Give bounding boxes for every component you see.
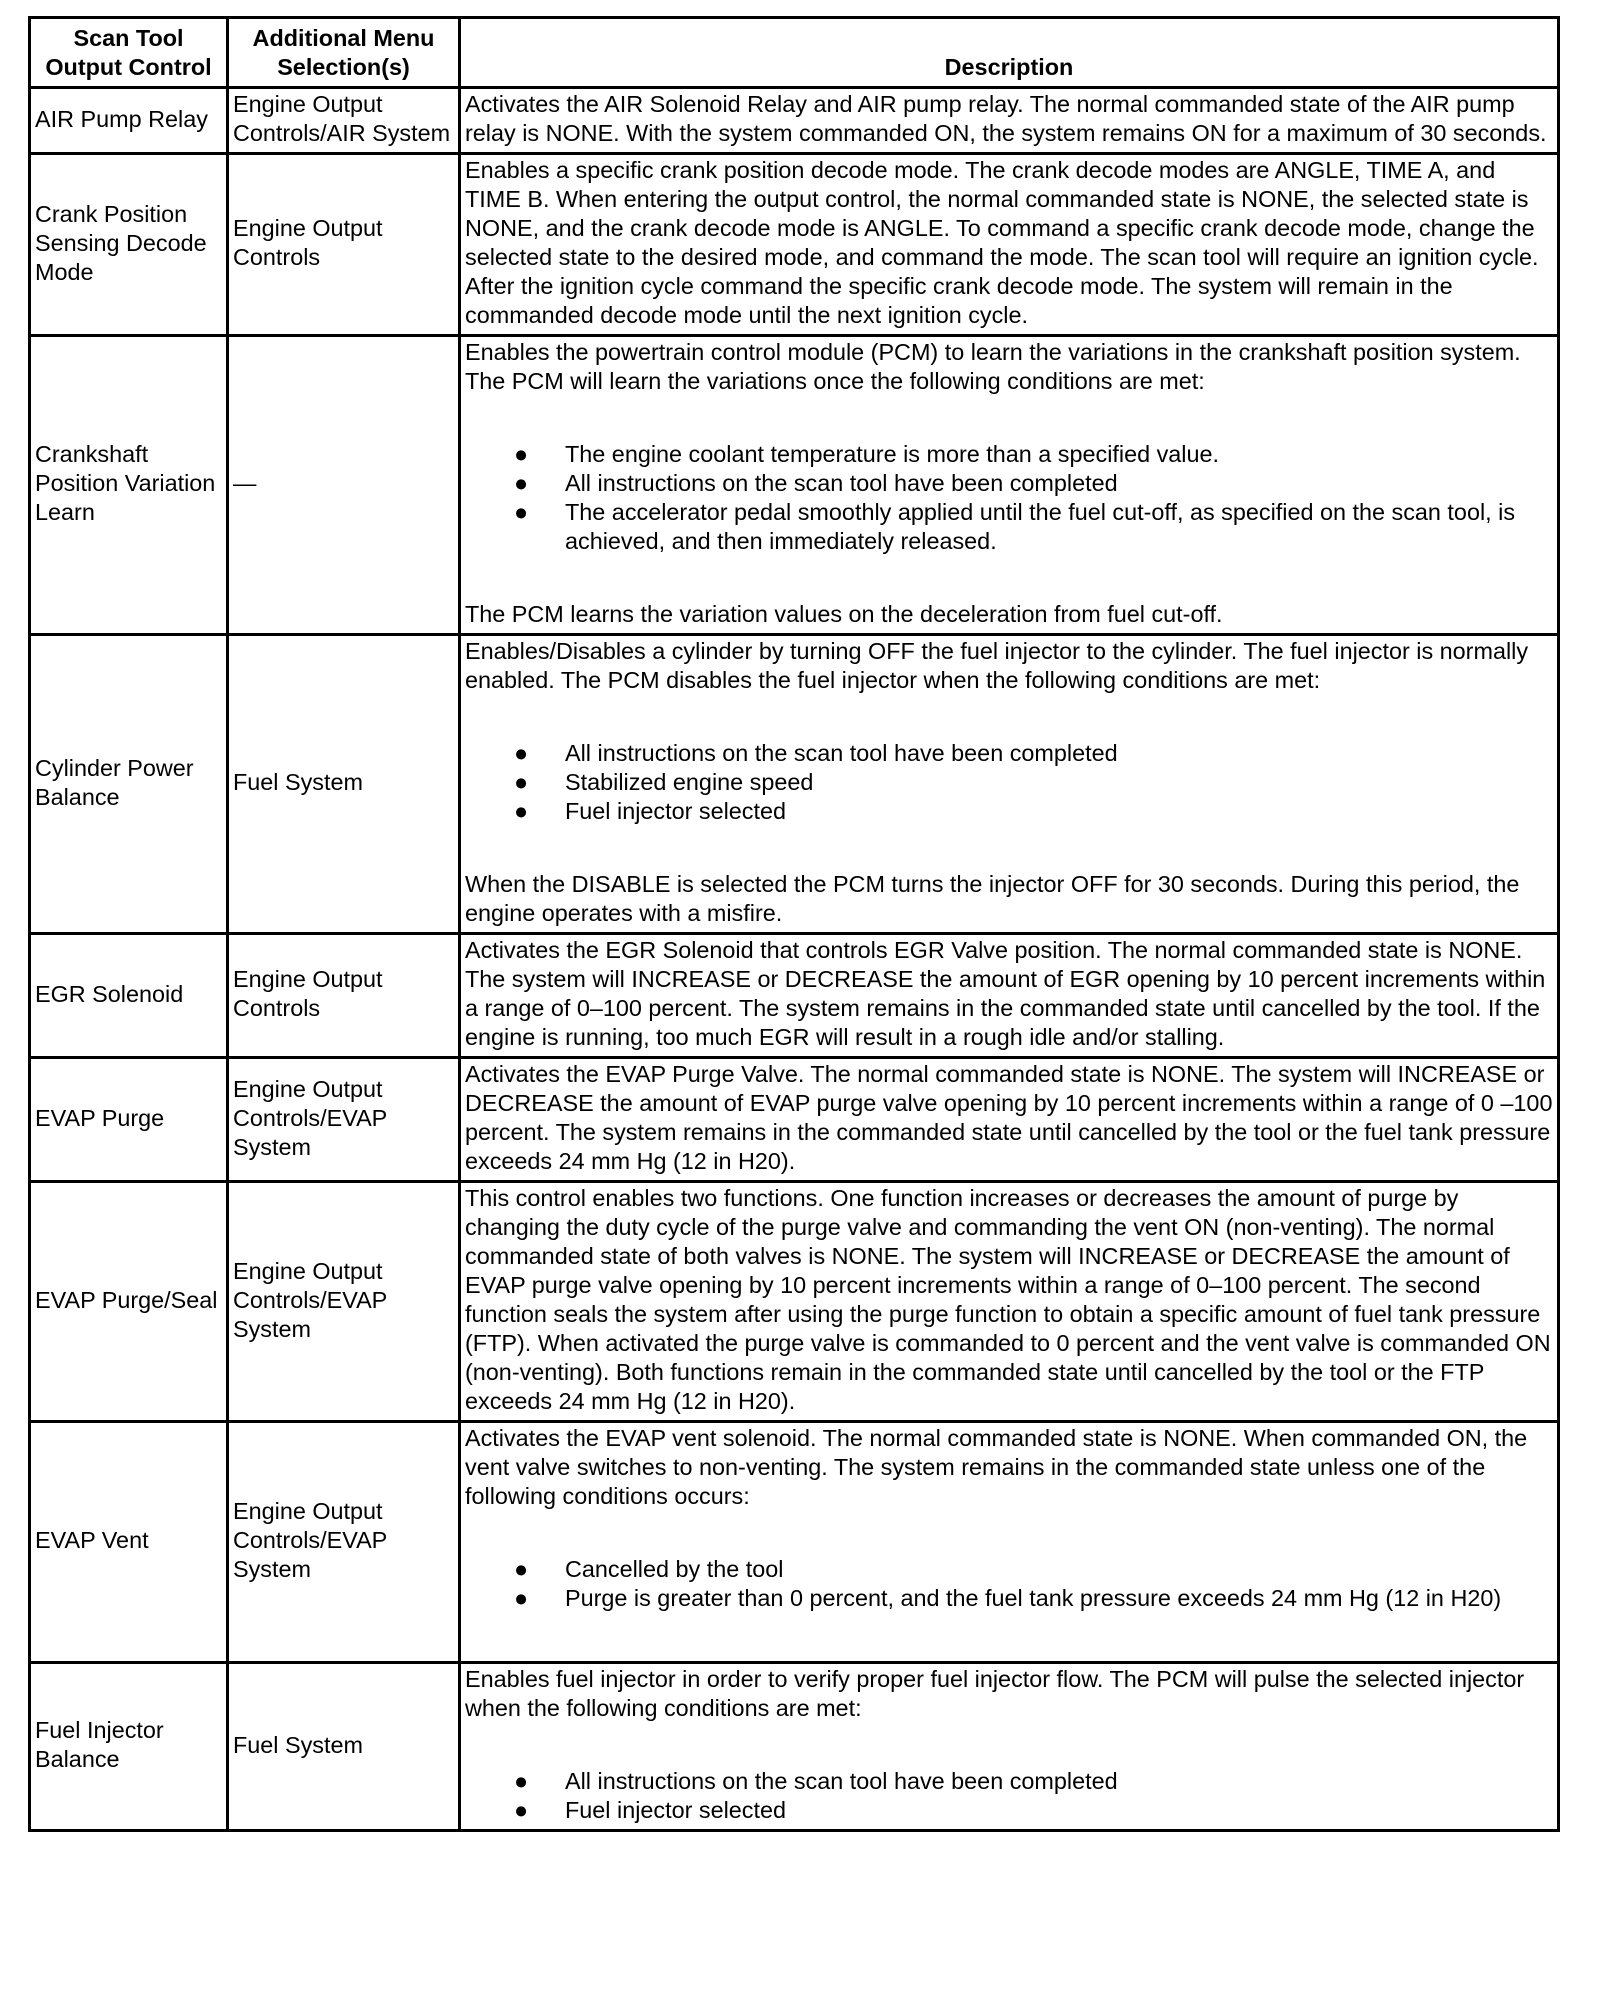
control-name: EVAP Purge/Seal xyxy=(30,1182,228,1422)
table-row xyxy=(30,336,1559,635)
list-item: ● Fuel injector selected xyxy=(514,798,787,824)
condition-list xyxy=(465,1767,1554,1825)
bullet-icon: ● xyxy=(514,1556,529,1582)
control-name: Crankshaft Position Variation Learn xyxy=(30,336,228,635)
bullet-icon: ● xyxy=(514,499,529,525)
bullet-icon: ● xyxy=(514,1768,529,1794)
table-row xyxy=(30,1058,1559,1182)
control-name: EVAP Purge xyxy=(30,1058,228,1182)
description xyxy=(460,88,1559,154)
table-row xyxy=(30,1663,1559,1831)
control-name: Fuel Injector Balance xyxy=(30,1663,228,1831)
list-item: ● All instructions on the scan tool have been completed xyxy=(514,470,1118,496)
header-description: Description xyxy=(460,18,1559,88)
description-text: Enables the powertrain control module (PCM) to learn the variations in the crankshaft position system. The PCM will learn the variations once the following conditions are met: xyxy=(465,339,1521,394)
description-text: Activates the EVAP vent solenoid. The normal commanded state is NONE. When commanded ON, the vent valve switches to non-venting. The system remains in the commanded state unless one of the following conditions occurs: xyxy=(465,1425,1528,1509)
menu-selection: Engine Output Controls/EVAP System xyxy=(228,1422,460,1663)
bullet-icon: ● xyxy=(514,441,529,467)
list-item: ● Purge is greater than 0 percent, and the fuel tank pressure exceeds 24 mm Hg (12 in H20) xyxy=(514,1585,1502,1611)
description-text: Activates the EGR Solenoid that controls EGR Valve position. The normal commanded state is NONE. The system will INCREASE or DECREASE the amount of EGR opening by 10 percent increments within a range of 0–100 percent. The system remains in the commanded state until cancelled by the tool. If the engine is running, too much EGR will result in a rough idle and/or stalling. xyxy=(465,937,1546,1050)
description-note: The PCM learns the variation values on the deceleration from fuel cut-off. xyxy=(465,601,1223,627)
description xyxy=(460,1182,1559,1422)
bullet-icon: ● xyxy=(514,769,529,795)
table-row xyxy=(30,154,1559,336)
menu-selection: Engine Output Controls/AIR System xyxy=(228,88,460,154)
condition-list xyxy=(465,440,1554,556)
header-additional-menu-selections: Additional Menu Selection(s) xyxy=(228,18,460,88)
description xyxy=(460,1663,1559,1831)
description xyxy=(460,1422,1559,1663)
scan-tool-output-controls-table xyxy=(28,16,1560,1832)
header-scan-tool-output-control: Scan Tool Output Control xyxy=(30,18,228,88)
table-row xyxy=(30,1182,1559,1422)
control-name: EGR Solenoid xyxy=(30,934,228,1058)
description xyxy=(460,1058,1559,1182)
condition-list xyxy=(465,1555,1554,1613)
description xyxy=(460,154,1559,336)
list-item: ● All instructions on the scan tool have been completed xyxy=(514,1768,1118,1794)
bullet-icon: ● xyxy=(514,740,529,766)
description-text: Enables fuel injector in order to verify proper fuel injector flow. The PCM will pulse the selected injector when the following conditions are met: xyxy=(465,1666,1525,1721)
menu-selection: Engine Output Controls xyxy=(228,154,460,336)
bullet-icon: ● xyxy=(514,798,529,824)
table-row xyxy=(30,1422,1559,1663)
bullet-icon: ● xyxy=(514,1585,529,1611)
control-name: AIR Pump Relay xyxy=(30,88,228,154)
description-text: Activates the AIR Solenoid Relay and AIR pump relay. The normal commanded state of the AIR pump relay is NONE. With the system commanded ON, the system remains ON for a maximum of 30 seconds. xyxy=(465,91,1547,146)
description-text: Activates the EVAP Purge Valve. The normal commanded state is NONE. The system will INCREASE or DECREASE the amount of EVAP purge valve opening by 10 percent increments within a range of 0 –100 percent. The system remains in the commanded state until cancelled by the tool or the fuel tank pressure exceeds 24 mm Hg (12 in H20). xyxy=(465,1061,1553,1174)
menu-selection: Engine Output Controls/EVAP System xyxy=(228,1182,460,1422)
table-row xyxy=(30,635,1559,934)
description xyxy=(460,336,1559,635)
condition-list xyxy=(465,739,1554,826)
description-text: Enables a specific crank position decode mode. The crank decode modes are ANGLE, TIME A, and TIME B. When entering the output control, the normal commanded state is NONE, the selected state is NONE, and the crank decode mode is ANGLE. To command a specific crank decode mode, change the selected state to the desired mode, and command the mode. The scan tool will require an ignition cycle. After the ignition cycle command the specific crank decode mode. The system will remain in the commanded decode mode until the next ignition cycle. xyxy=(465,157,1539,328)
control-name: Cylinder Power Balance xyxy=(30,635,228,934)
control-name: EVAP Vent xyxy=(30,1422,228,1663)
bullet-icon: ● xyxy=(514,470,529,496)
menu-selection: Fuel System xyxy=(228,1663,460,1831)
description xyxy=(460,635,1559,934)
list-item: ● Stabilized engine speed xyxy=(514,769,814,795)
description-text: This control enables two functions. One function increases or decreases the amount of purge by changing the duty cycle of the purge valve and commanding the vent ON (non-venting). The normal commanded state of both valves is NONE. The system will INCREASE or DECREASE the amount of EVAP purge valve opening by 10 percent increments within a range of 0–100 percent. The second function seals the system after using the purge function to obtain a specific amount of fuel tank pressure (FTP). When activated the purge valve is commanded to 0 percent and the vent valve is commanded ON (non-venting). Both functions remain in the commanded state until cancelled by the tool or the FTP exceeds 24 mm Hg (12 in H20). xyxy=(465,1185,1551,1414)
list-item: ● The engine coolant temperature is more than a specified value. xyxy=(514,441,1220,467)
description-text: Enables/Disables a cylinder by turning OFF the fuel injector to the cylinder. The fuel injector is normally enabled. The PCM disables the fuel injector when the following conditions are met: xyxy=(465,638,1529,693)
list-item: ● All instructions on the scan tool have been completed xyxy=(514,740,1118,766)
header-row xyxy=(30,18,1559,88)
list-item: ● Cancelled by the tool xyxy=(514,1556,784,1582)
menu-selection: — xyxy=(228,336,460,635)
list-item: ● The accelerator pedal smoothly applied until the fuel cut-off, as specified on the scan tool, is achieved, and then immediately released. xyxy=(514,499,1516,554)
menu-selection: Engine Output Controls xyxy=(228,934,460,1058)
description xyxy=(460,934,1559,1058)
bullet-icon: ● xyxy=(514,1797,529,1823)
list-item: ● Fuel injector selected xyxy=(514,1797,787,1823)
menu-selection: Engine Output Controls/EVAP System xyxy=(228,1058,460,1182)
control-name: Crank Position Sensing Decode Mode xyxy=(30,154,228,336)
table-row xyxy=(30,934,1559,1058)
table-row xyxy=(30,88,1559,154)
menu-selection: Fuel System xyxy=(228,635,460,934)
description-note: When the DISABLE is selected the PCM turns the injector OFF for 30 seconds. During this period, the engine operates with a misfire. xyxy=(465,871,1520,926)
